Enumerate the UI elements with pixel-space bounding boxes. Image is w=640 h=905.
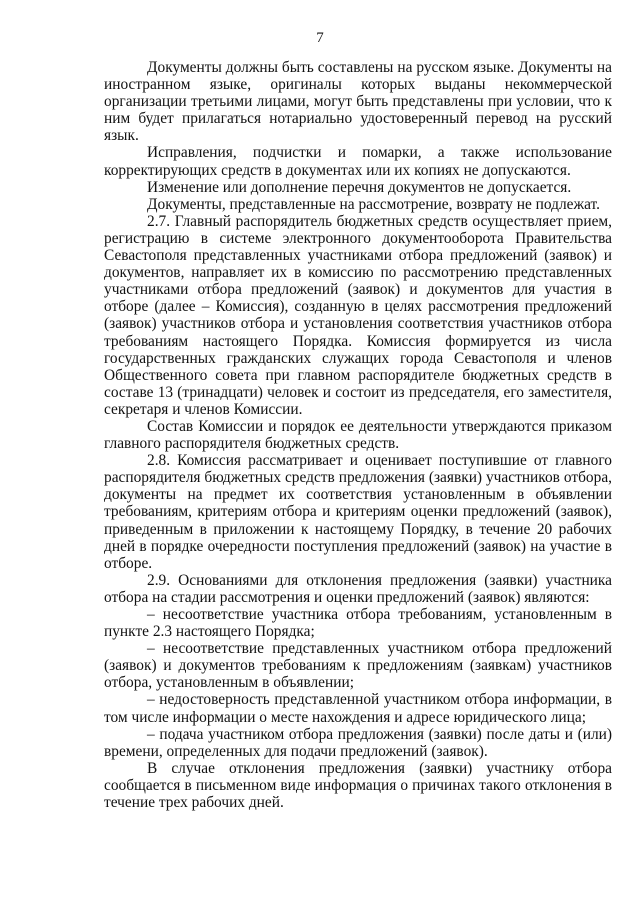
- page-number: 7: [316, 30, 324, 46]
- paragraph-rejection-notice: В случае отклонения предложения (заявки) участнику отбора сообщается в письменном виде информация о причинах такого отклонения в течение трех рабочих дней.: [104, 759, 612, 812]
- list-item-unreliable-info: – недостоверность представленной участником отбора информации, в том числе информации о месте нахождения и адресе юридического лица;: [104, 691, 612, 726]
- paragraph-corrections: Исправления, подчистки и помарки, а также использование корректирующих средств в документах или их копиях не допускаются.: [104, 144, 612, 179]
- paragraph-2-9: 2.9. Основаниями для отклонения предложения (заявки) участника отбора на стадии рассмотрения и оценки предложений (заявок) являются:: [104, 571, 612, 606]
- list-item-late-submission: – подача участником отбора предложения (заявки) после даты и (или) времени, определенных для подачи предложений (заявок).: [104, 725, 612, 760]
- paragraph-commission-composition: Состав Комиссии и порядок ее деятельности утверждаются приказом главного распорядителя бюджетных средств.: [104, 417, 612, 453]
- paragraph-2-7: 2.7. Главный распорядитель бюджетных средств осуществляет прием, регистрацию в системе электронного документооборота Правительства Севастополя представленных участниками отбора предложений (заявок) и документов, направляет их в комиссию по рассмотрению представленных участниками отбора предложений (заявок) и документов для участия в отборе (далее – Комиссия), созданную в целях рассмотрения предложений (заявок) участников отбора и установления соответствия участников отбора требованиям настоящего Порядка. Комиссия формируется из числа государственных гражданских служащих города Севастополя и членов Общественного совета при главном распорядителе бюджетных средств в составе 13 (тринадцати) человек и состоит из председателя, его заместителя, секретаря и членов Комиссии.: [104, 212, 612, 418]
- paragraph-no-return: Документы, представленные на рассмотрение, возврату не подлежат.: [147, 195, 600, 213]
- paragraph-language-requirement: Документы должны быть составлены на русском языке. Документы на иностранном языке, оригиналы которых выданы некоммерческой организации третьими лицами, могут быть представлены при условии, что к ним будет прилагаться нотариально удостоверенный перевод на русский язык.: [104, 59, 612, 145]
- list-item-document-mismatch: – несоответствие представленных участником отбора предложений (заявок) и документов требованиям к предложениям (заявкам) участников отбора, установленным в объявлении;: [104, 640, 612, 692]
- document-body: [104, 59, 612, 811]
- paragraph-list-change: Изменение или дополнение перечня документов не допускается.: [147, 178, 572, 196]
- list-item-requirement-mismatch: – несоответствие участника отбора требованиям, установленным в пункте 2.3 настоящего Порядка;: [104, 606, 612, 641]
- paragraph-2-8: 2.8. Комиссия рассматривает и оценивает поступившие от главного распорядителя бюджетных средств предложения (заявки) участников отбора, документы на предмет их соответствия установленным в объявлении требованиям, критериям отбора и критериям оценки предложений (заявок), приведенным в приложении к настоящему Порядку, в течение 20 рабочих дней в порядке очередности поступления предложений (заявок) на участие в отборе.: [104, 452, 612, 572]
